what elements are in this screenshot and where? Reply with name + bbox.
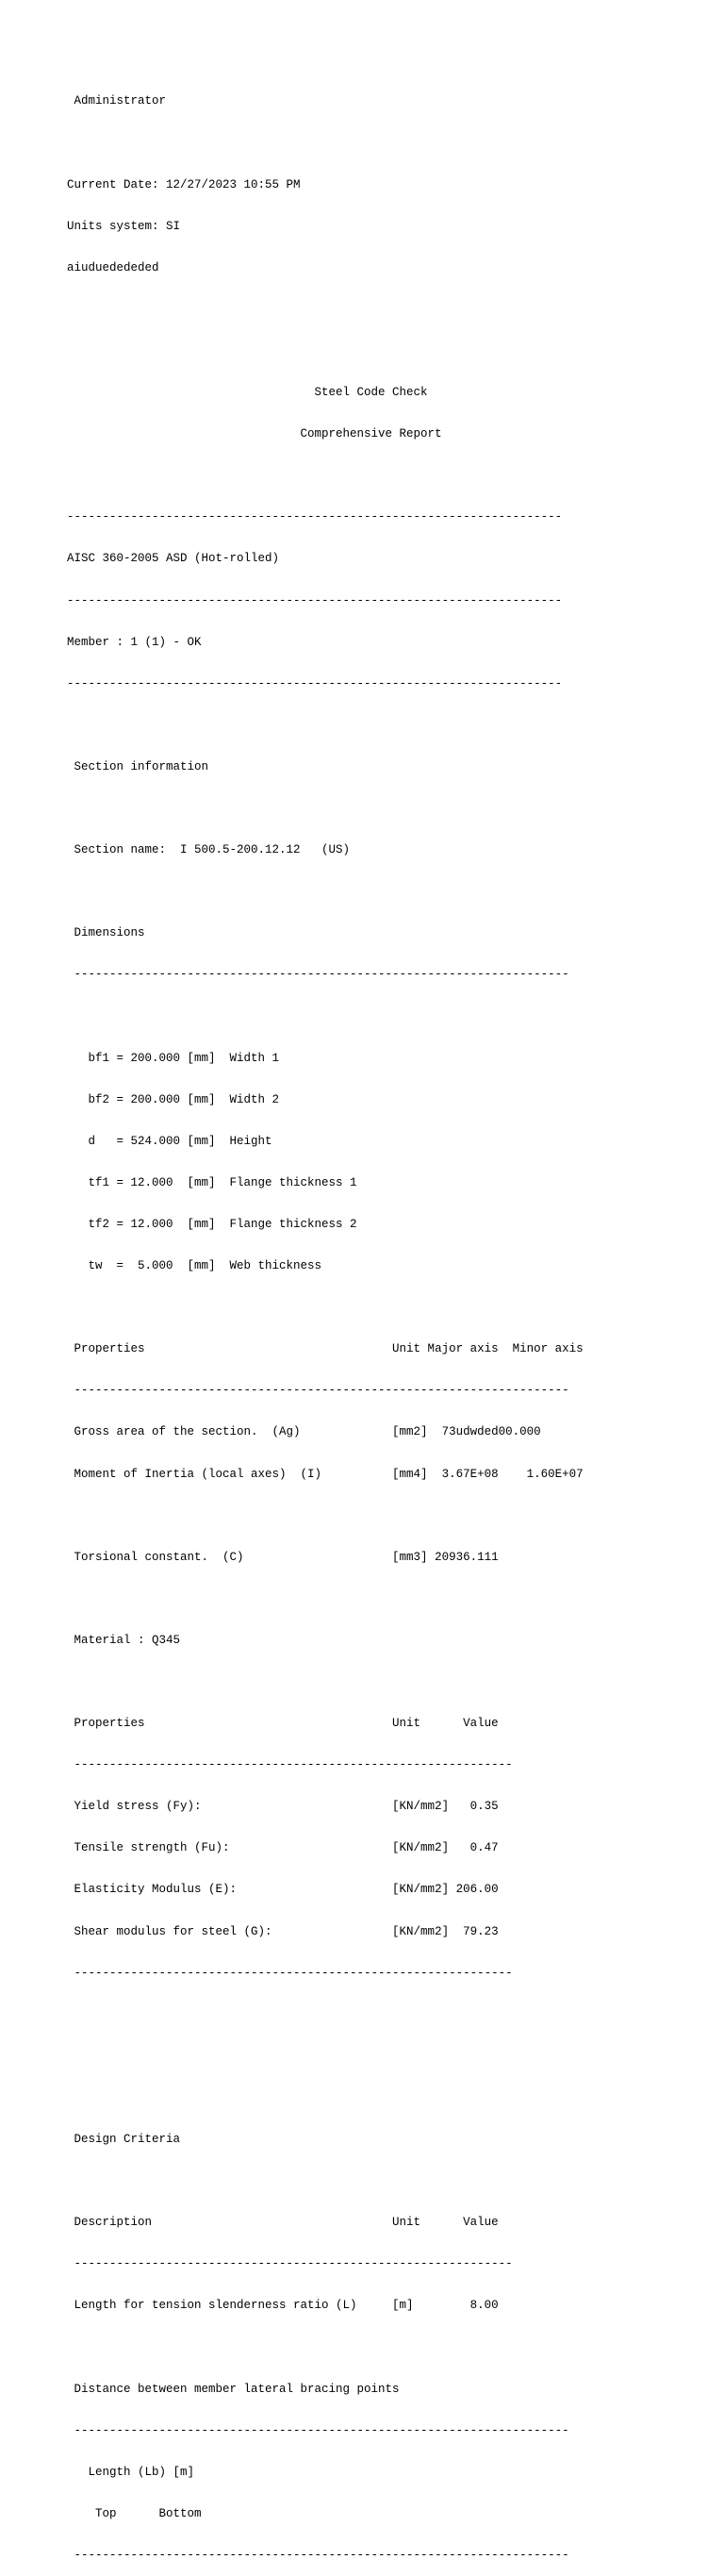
bracing-heading: Distance between member lateral bracing points <box>67 2382 400 2396</box>
dimension-row: tw = 5.000 [mm] Web thickness <box>67 1259 322 1273</box>
report-subtitle: Comprehensive Report <box>67 427 442 441</box>
material-property-row: Shear modulus for steel (G): [KN/mm2] 79.23 <box>67 1924 499 1938</box>
divider: ---------------------------------------------------------------------- <box>67 510 563 524</box>
material-property-row: Elasticity Modulus (E): [KN/mm2] 206.00 <box>67 1883 499 1897</box>
blank-line <box>67 1509 584 1523</box>
section-property-row: Torsional constant. (C) [mm3] 20936.111 <box>67 1550 499 1564</box>
blank-line <box>67 2340 584 2354</box>
dimension-row: tf1 = 12.000 [mm] Flange thickness 1 <box>67 1175 357 1189</box>
dimension-row: tf2 = 12.000 [mm] Flange thickness 2 <box>67 1217 357 1231</box>
section-name: Section name: I 500.5-200.12.12 (US) <box>67 843 351 857</box>
divider: ---------------------------------------------------------------------- <box>67 2548 569 2562</box>
blank-line <box>67 2050 584 2064</box>
project-name: aiuduedededed <box>67 260 159 274</box>
dimensions-heading: Dimensions <box>67 926 145 940</box>
blank-line <box>67 1009 584 1023</box>
blank-line <box>67 1675 584 1689</box>
blank-line <box>67 2174 584 2188</box>
blank-line <box>67 885 584 899</box>
divider: ---------------------------------------------------------------------- <box>67 1384 569 1398</box>
blank-line <box>67 2008 584 2022</box>
blank-line <box>67 802 584 816</box>
section-properties-header: Properties Unit Major axis Minor axis <box>67 1342 584 1356</box>
design-criteria-heading: Design Criteria <box>67 2133 181 2146</box>
divider: ---------------------------------------------------------------------- <box>67 2423 569 2437</box>
report-user: Administrator <box>67 94 167 108</box>
blank-line <box>67 344 584 358</box>
report-title: Steel Code Check <box>67 386 428 400</box>
divider: -------------------------------------------------------------- <box>67 2257 513 2271</box>
blank-line <box>67 137 584 151</box>
units-system: Units system: SI <box>67 219 181 233</box>
bracing-columns-header: Top Bottom <box>67 2506 202 2520</box>
section-property-row: Moment of Inertia (local axes) (I) [mm4] 3.67E+08 1.60E+07 <box>67 1467 584 1481</box>
dimension-row: bf1 = 200.000 [mm] Width 1 <box>67 1051 280 1065</box>
divider: ---------------------------------------------------------------------- <box>67 968 569 982</box>
blank-line <box>67 469 584 483</box>
divider: ---------------------------------------------------------------------- <box>67 676 563 690</box>
steel-code-check-report <box>67 67 584 2576</box>
material-name: Material : Q345 <box>67 1633 181 1647</box>
dimension-row: d = 524.000 [mm] Height <box>67 1134 272 1148</box>
member-status: Member : 1 (1) - OK <box>67 635 202 649</box>
divider: ---------------------------------------------------------------------- <box>67 593 563 607</box>
bracing-length-header: Length (Lb) [m] <box>67 2465 195 2479</box>
design-code: AISC 360-2005 ASD (Hot-rolled) <box>67 552 280 566</box>
design-criteria-header: Description Unit Value <box>67 2216 499 2230</box>
blank-line <box>67 719 584 733</box>
current-date: Current Date: 12/27/2023 10:55 PM <box>67 177 301 191</box>
dimension-row: bf2 = 200.000 [mm] Width 2 <box>67 1092 280 1106</box>
design-criteria-row: Length for tension slenderness ratio (L) [m] 8.00 <box>67 2299 499 2313</box>
blank-line <box>67 303 584 317</box>
blank-line <box>67 2091 584 2105</box>
material-property-row: Yield stress (Fy): [KN/mm2] 0.35 <box>67 1800 499 1814</box>
section-property-row: Gross area of the section. (Ag) [mm2] 73udwded00.000 <box>67 1425 541 1439</box>
divider: -------------------------------------------------------------- <box>67 1966 513 1980</box>
divider: -------------------------------------------------------------- <box>67 1758 513 1772</box>
section-information-heading: Section information <box>67 759 209 773</box>
blank-line <box>67 1592 584 1606</box>
blank-line <box>67 1301 584 1315</box>
material-property-row: Tensile strength (Fu): [KN/mm2] 0.47 <box>67 1841 499 1855</box>
material-properties-header: Properties Unit Value <box>67 1717 499 1731</box>
